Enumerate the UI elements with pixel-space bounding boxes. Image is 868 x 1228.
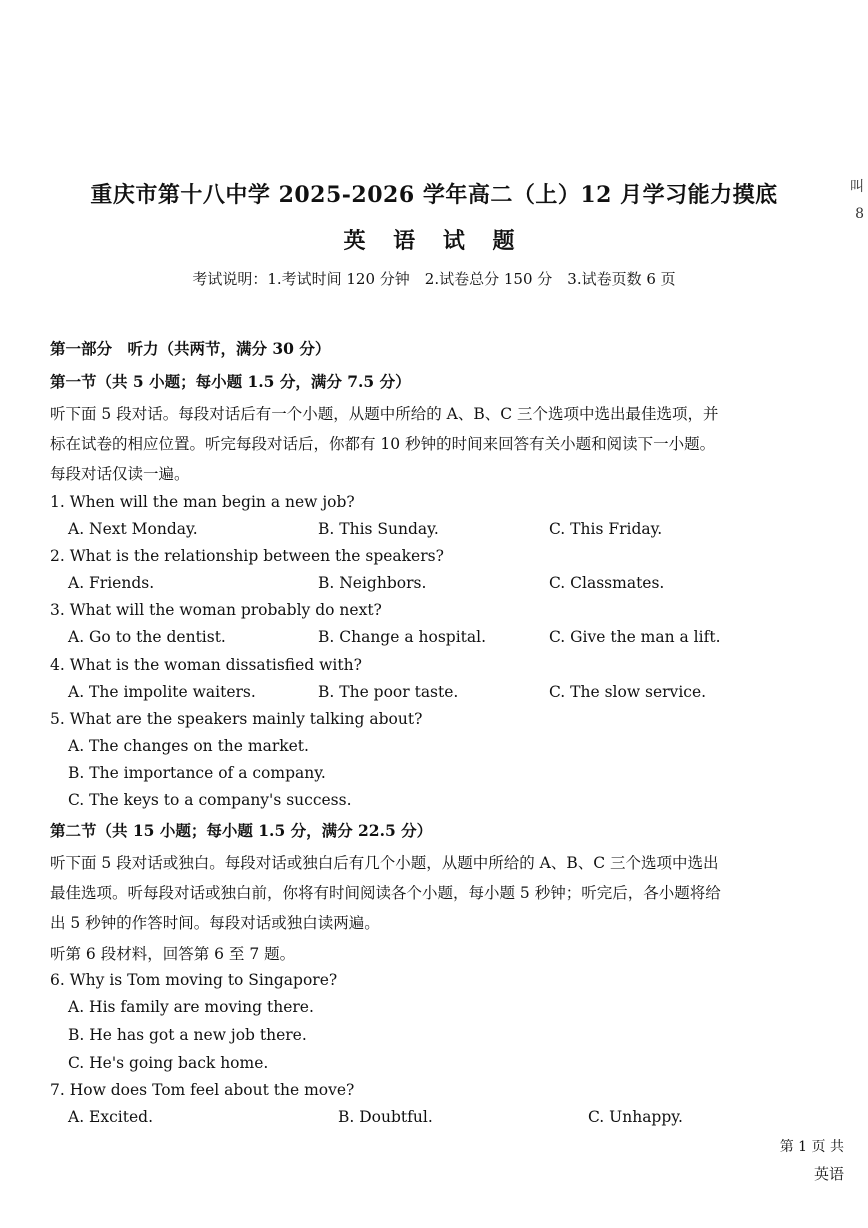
section2-instruction-line: 最佳选项。听每段对话或独白前，你将有时间阅读各个小题，每小题 5 秒钟；听完后，各小题将给	[50, 884, 721, 902]
section1-heading: 第一节（共 5 小题；每小题 1.5 分，满分 7.5 分）	[50, 372, 411, 391]
question-7: 7. How does Tom feel about the move?	[50, 1081, 355, 1099]
section1-instruction-line: 每段对话仅读一遍。	[50, 465, 190, 483]
option-3a: A. Go to the dentist.	[68, 628, 226, 646]
option-6a: A. His family are moving there.	[68, 998, 314, 1016]
option-3b: B. Change a hospital.	[318, 628, 487, 646]
question-6: 6. Why is Tom moving to Singapore?	[50, 971, 338, 989]
option-5a: A. The changes on the market.	[68, 737, 309, 755]
option-5b: B. The importance of a company.	[68, 764, 326, 782]
page-number: 第 1 页 共	[779, 1139, 844, 1155]
option-1a: A. Next Monday.	[68, 520, 198, 538]
material-instruction: 听第 6 段材料，回答第 6 至 7 题。	[50, 945, 296, 963]
option-2a: A. Friends.	[68, 574, 155, 592]
option-7b: B. Doubtful.	[338, 1108, 433, 1126]
option-5c: C. The keys to a company's success.	[68, 791, 352, 809]
option-7a: A. Excited.	[68, 1108, 153, 1126]
section2-instruction-line: 出 5 秒钟的作答时间。每段对话或独白读两遍。	[50, 914, 380, 932]
option-2c: C. Classmates.	[549, 574, 665, 592]
part1-heading: 第一部分 听力（共两节，满分 30 分）	[50, 339, 331, 358]
option-6c: C. He's going back home.	[68, 1054, 269, 1072]
option-4a: A. The impolite waiters.	[68, 683, 256, 701]
exam-title: 重庆市第十八中学 2025-2026 学年高二（上）12 月学习能力摸底	[90, 182, 778, 208]
section2-instruction-line: 听下面 5 段对话或独白。每段对话或独白后有几个小题，从题中所给的 A、B、C 三个选项中选出	[50, 854, 719, 872]
option-3c: C. Give the man a lift.	[549, 628, 721, 646]
option-2b: B. Neighbors.	[318, 574, 427, 592]
exam-subtitle: 英 语 试 题	[343, 228, 525, 254]
option-1b: B. This Sunday.	[318, 520, 439, 538]
option-4b: B. The poor taste.	[318, 683, 459, 701]
option-1c: C. This Friday.	[549, 520, 663, 538]
edge-fragment: 8	[855, 206, 864, 222]
question-5: 5. What are the speakers mainly talking about?	[50, 710, 423, 728]
section1-instruction-line: 听下面 5 段对话。每段对话后有一个小题，从题中所给的 A、B、C 三个选项中选出最佳选项，并	[50, 405, 719, 423]
option-6b: B. He has got a new job there.	[68, 1026, 307, 1044]
question-2: 2. What is the relationship between the speakers?	[50, 547, 444, 565]
subject-label: 英语	[813, 1165, 844, 1183]
question-4: 4. What is the woman dissatisfied with?	[50, 656, 362, 674]
section2-heading: 第二节（共 15 小题；每小题 1.5 分，满分 22.5 分）	[50, 821, 433, 840]
edge-fragment: 叫	[850, 179, 864, 195]
option-4c: C. The slow service.	[549, 683, 707, 701]
option-7c: C. Unhappy.	[588, 1108, 683, 1126]
section1-instruction-line: 标在试卷的相应位置。听完每段对话后，你都有 10 秒钟的时间来回答有关小题和阅读下一小题。	[50, 435, 716, 453]
question-3: 3. What will the woman probably do next?	[50, 601, 382, 619]
exam-notes: 考试说明：1.考试时间 120 分钟 2.试卷总分 150 分 3.试卷页数 6 页	[192, 270, 676, 288]
question-1: 1. When will the man begin a new job?	[50, 493, 355, 511]
